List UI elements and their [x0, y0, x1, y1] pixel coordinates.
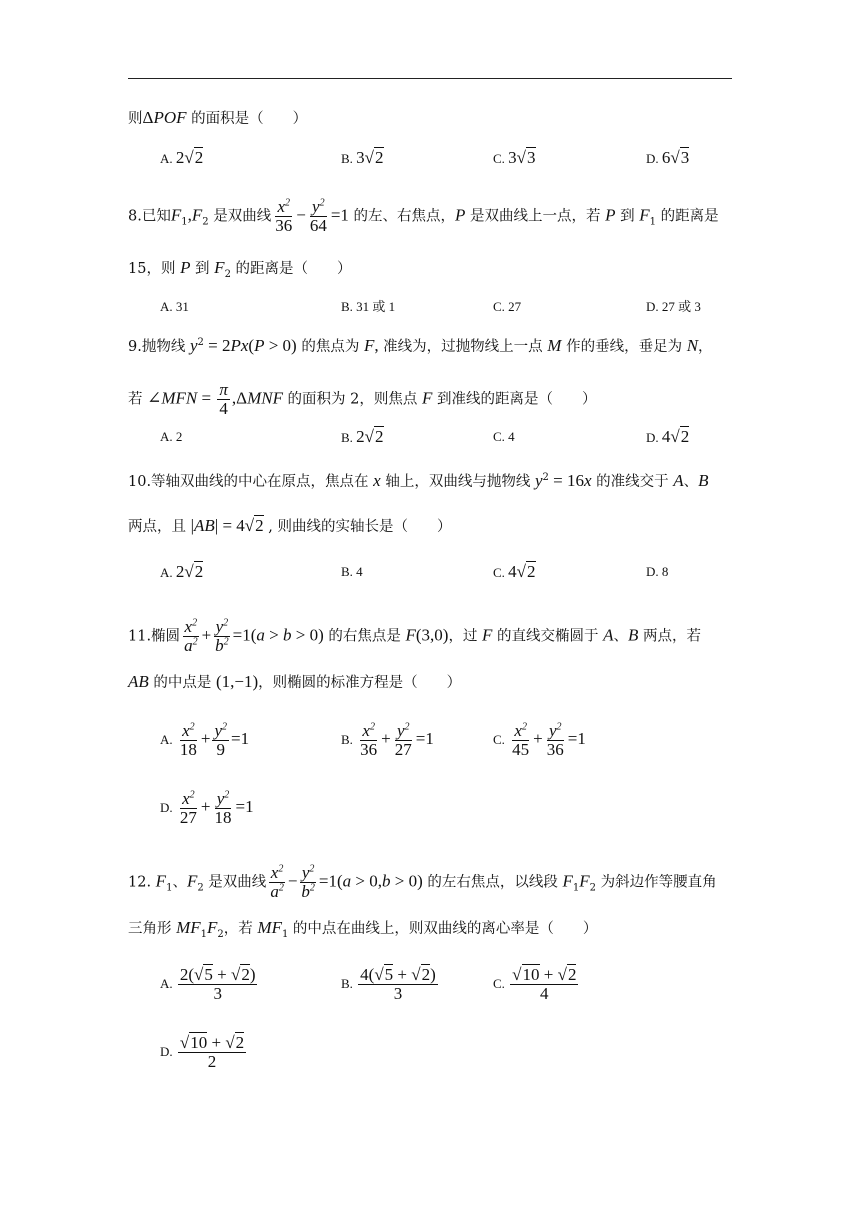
q10-option-a[interactable]: A. 2√2	[160, 562, 204, 581]
header-rule	[128, 78, 732, 79]
q11-stem-line2: AB 的中点是 (1,−1)，则椭圆的标准方程是（ ）	[128, 672, 462, 691]
q8-option-b[interactable]: B. 31 或 1	[341, 299, 396, 314]
q8-stem-line1: 8.已知$F_1,F_2$ 是双曲线 $\frac{x^2}{36}$ − $\frac{y^2}{64}$ =1 的左、右焦点，P 是双曲线上一点，若 P 到 $F_1$ 的距离是	[128, 197, 719, 235]
q10-option-d[interactable]: D. 8	[646, 564, 669, 579]
q7-option-c[interactable]: C. 3√3	[493, 148, 536, 167]
q7-option-b[interactable]: B. 3√2	[341, 148, 384, 167]
q11-option-b[interactable]: B. $\frac{x^2}{36}$ + $\frac{y^2}{27}$ =1	[341, 721, 434, 759]
q10-option-c[interactable]: C. 4√2	[493, 562, 536, 581]
q12-option-c[interactable]: C. $\frac{√10 + √2}{4}$	[493, 965, 577, 1003]
q9-option-b[interactable]: B. 2√2	[341, 427, 384, 446]
q8-option-c[interactable]: C. 27	[493, 299, 522, 314]
q11-option-c[interactable]: C. $\frac{x^2}{45}$ + $\frac{y^2}{36}$ =1	[493, 721, 586, 759]
q8-stem-line2: 15，则 P 到 $F_2$ 的距离是（ ）	[128, 258, 352, 280]
q9-option-d[interactable]: D. 4√2	[646, 427, 690, 446]
q9-stem-line2: 若 ∠MFN = $\frac{\pi}{4}$ ,ΔMNF 的面积为 2，则焦点 F 到准线的距离是（ ）	[128, 380, 597, 418]
q10-stem-line1: 10.等轴双曲线的中心在原点，焦点在 x 轴上，双曲线与抛物线 $y^2 = 16x$ 的准线交于 A、B	[128, 471, 709, 490]
q9-option-a[interactable]: A. 2	[160, 429, 183, 444]
q12-stem-line2: 三角形 $MF_1F_2$，若 $MF_1$ 的中点在曲线上，则双曲线的离心率是（ ）	[128, 918, 598, 940]
q9-stem-line1: 9.抛物线 $y^2 = 2Px(P > 0)$ 的焦点为 F, 准线为，过抛物线上一点 M 作的垂线，垂足为 N，	[128, 336, 713, 355]
q7-stem: 则ΔPOF 的面积是（ ）	[128, 108, 308, 127]
q8-option-d[interactable]: D. 27 或 3	[646, 299, 701, 314]
q12-stem-line1: 12. $F_1$、$F_2$ 是双曲线 $\frac{x^2}{a^2}$ − $\frac{y^2}{b^2}$ =1(a > 0,b > 0) 的左右焦点，以线段 $F_1F_2$ 为斜边作等腰直角	[128, 863, 717, 901]
q11-stem-line1: 11.椭圆 $\frac{x^2}{a^2}$ + $\frac{y^2}{b^2}$ =1(a > b > 0) 的右焦点是 F(3,0)，过 F 的直线交椭圆于 A、B 两点，若	[128, 617, 702, 655]
q11-option-a[interactable]: A. $\frac{x^2}{18}$ + $\frac{y^2}{9}$ =1	[160, 721, 250, 759]
q8-option-a[interactable]: A. 31	[160, 299, 189, 314]
q11-option-d[interactable]: D. $\frac{x^2}{27}$ + $\frac{y^2}{18}$ =1	[160, 789, 254, 827]
q9-option-c[interactable]: C. 4	[493, 429, 515, 444]
q12-option-a[interactable]: A. $\frac{2(√5 + √2)}{3}$	[160, 965, 256, 1003]
q7-option-d[interactable]: D. 6√3	[646, 148, 690, 167]
q12-option-d[interactable]: D. $\frac{√10 + √2}{2}$	[160, 1033, 245, 1071]
q10-stem-line2: 两点，且 |AB| = 4√2 , 则曲线的实轴长是（ ）	[128, 516, 452, 535]
q7-option-a[interactable]: A. 2√2	[160, 148, 204, 167]
q12-option-b[interactable]: B. $\frac{4(√5 + √2)}{3}$	[341, 965, 436, 1003]
q10-option-b[interactable]: B. 4	[341, 564, 363, 579]
